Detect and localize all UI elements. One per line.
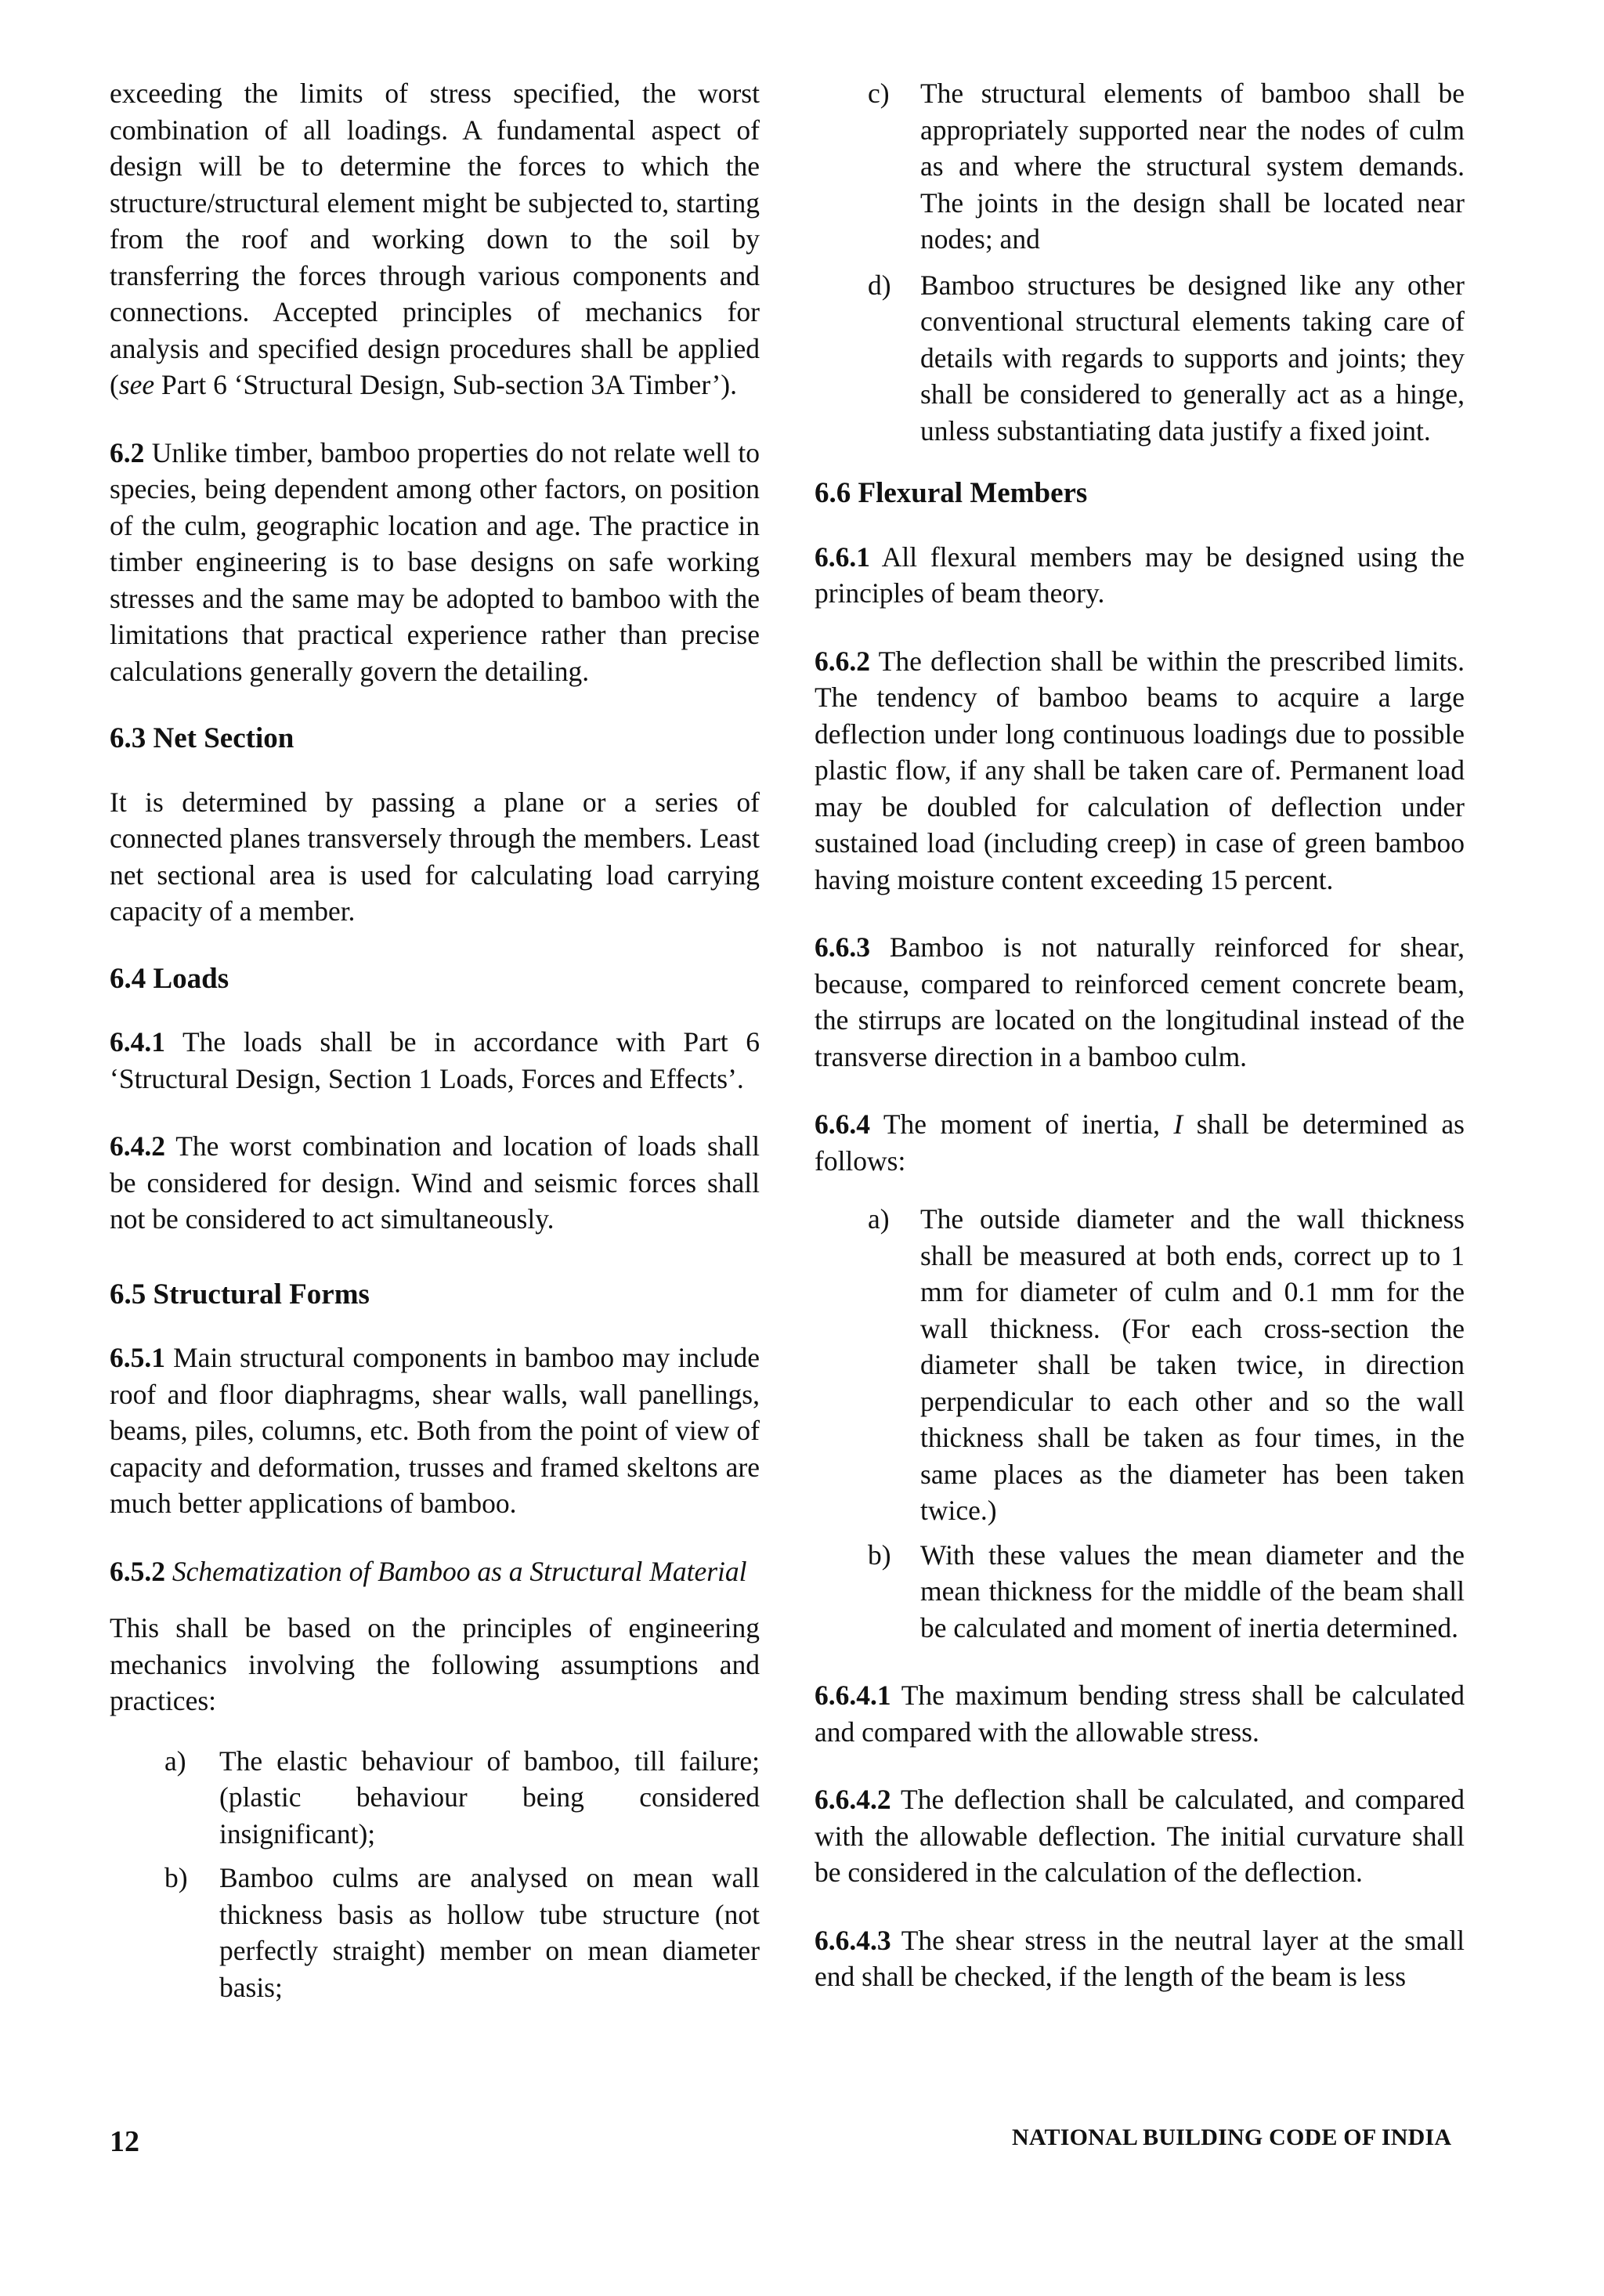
assumptions-list-continued	[815, 75, 1465, 449]
section-6-6-1	[815, 539, 1465, 612]
section-text: The moment of inertia,	[870, 1108, 1174, 1140]
list-text: The structural elements of bamboo shall be appropriately supported near the nodes of culm as and where the structural system demands. The joints in the design shall be located near nodes; and	[920, 78, 1465, 255]
section-text: Bamboo is not naturally reinforced for shear, because, compared to reinforced cement concrete beam, the stirrups are located on the longitudinal instead of the transverse direction in a bamboo culm.	[815, 931, 1465, 1072]
section-6-6-2	[815, 643, 1465, 899]
list-text: Bamboo culms are analysed on mean wall thickness basis as hollow tube structure (not perfectly straight) member on mean diameter basis;	[219, 1862, 760, 2003]
heading-6-5: 6.5 Structural Forms	[110, 1278, 370, 1311]
section-number: 6.6.2	[815, 645, 870, 677]
list-item	[815, 267, 1465, 450]
symbol-i: I	[1173, 1108, 1183, 1140]
section-number: 6.6.4.3	[815, 1924, 891, 1956]
section-number: 6.4.2	[110, 1130, 165, 1162]
intro-paragraph	[110, 75, 760, 403]
heading-6-3: 6.3 Net Section	[110, 722, 294, 754]
section-number: 6.6.4.2	[815, 1784, 891, 1815]
list-marker: b)	[868, 1539, 891, 1571]
section-text: The worst combination and location of loads shall be considered for design. Wind and seismic forces shall not be considered to act simultaneously.	[110, 1130, 760, 1235]
list-text: The outside diameter and the wall thickness shall be measured at both ends, correct up to 1 mm for diameter of culm and 0.1 mm for the wall thickness. (For each cross-section the diameter shall be taken twice, in direction perpendicular to each other and so the wall thickness shall be taken as four times, in the same places as the diameter has been taken twice.)	[920, 1203, 1465, 1526]
list-text: Bamboo structures be designed like any other conventional structural elements taking care of details with regards to supports and joints; they shall be considered to generally act as a hinge, unless substantiating data justify a fixed joint.	[920, 269, 1465, 447]
list-item	[110, 1743, 760, 1853]
section-number: 6.6.3	[815, 931, 870, 963]
section-text: The loads shall be in accordance with Part 6 ‘Structural Design, Section 1 Loads, Forces and Effects’.	[110, 1026, 760, 1094]
section-6-6-3	[815, 929, 1465, 1075]
section-text: Main structural components in bamboo may include roof and floor diaphragms, shear walls, wall panellings, beams, piles, columns, etc. Both from the point of view of capacity and deformation, trusses and framed skeltons are much better applications of bamboo.	[110, 1342, 760, 1519]
section-text: The shear stress in the neutral layer at the small end shall be checked, if the length of the beam is less	[815, 1924, 1465, 1992]
section-6-5-2-title	[110, 1553, 760, 1590]
section-6-5-2-text: This shall be based on the principles of engineering mechanics involving the following assumptions and practices:	[110, 1612, 760, 1716]
section-number: 6.5.2	[110, 1555, 165, 1587]
list-text: With these values the mean diameter and the mean thickness for the middle of the beam shall be calculated and moment of inertia determined.	[920, 1539, 1465, 1643]
section-6-6-4	[815, 1106, 1465, 1179]
section-6-4-1	[110, 1024, 760, 1097]
list-item	[815, 1201, 1465, 1529]
section-number: 6.5.1	[110, 1342, 165, 1373]
section-6-3: It is determined by passing a plane or a series of connected planes transversely through the members. Least net sectional area is used for calculating load carrying capacity of a member.	[110, 786, 760, 927]
section-number: 6.4.1	[110, 1026, 165, 1058]
intro-text-end: Part 6 ‘Structural Design, Sub-section 3A Timber’).	[154, 369, 737, 400]
section-text: The deflection shall be calculated, and compared with the allowable deflection. The initial curvature shall be considered in the calculation of the deflection.	[815, 1784, 1465, 1888]
section-6-4-2	[110, 1128, 760, 1238]
list-item	[110, 1860, 760, 2005]
section-number: 6.6.4.1	[815, 1680, 891, 1711]
list-marker: b)	[164, 1862, 188, 1893]
section-number: 6.6.4	[815, 1108, 870, 1140]
heading-6-4: 6.4 Loads	[110, 962, 229, 995]
section-6-6-4-2	[815, 1781, 1465, 1891]
left-column	[110, 75, 760, 2037]
section-text: The deflection shall be within the prescribed limits. The tendency of bamboo beams to acquire a large deflection under long continuous loadings due to possible plastic flow, if any shall be taken care of. Permanent load may be doubled for calculation of deflection under sustained load (including creep) in case of green bamboo having moisture content exceeding 15 percent.	[815, 645, 1465, 895]
section-6-6-4-1	[815, 1677, 1465, 1750]
list-text: The elastic behaviour of bamboo, till failure; (plastic behaviour being considered insignificant);	[219, 1745, 760, 1849]
section-text: Unlike timber, bamboo properties do not relate well to species, being dependent among other factors, on position of the culm, geographic location and age. The practice in timber engineering is to base designs on safe working stresses and the same may be adopted to bamboo with the limitations that practical experience rather than precise calculations generally govern the detailing.	[110, 436, 760, 687]
list-marker: a)	[164, 1745, 186, 1777]
section-6-2	[110, 435, 760, 690]
section-text: shall be determined as follows:	[815, 1108, 1465, 1177]
intro-see: see	[118, 369, 155, 400]
right-column	[815, 75, 1465, 2027]
inertia-steps-list	[815, 1201, 1465, 1646]
section-6-5-1	[110, 1340, 760, 1522]
intro-text: exceeding the limits of stress specified, the worst combination of all loadings. A fundamental aspect of design will be to determine the forces to which the structure/structural element might be subjected to, starting from the roof and working down to the soil by transferring the forces through various components and connections. Accepted principles of mechanics for analysis and specified design procedures shall be applied (	[110, 78, 760, 400]
list-marker: c)	[868, 78, 890, 109]
list-marker: a)	[868, 1203, 890, 1235]
heading-6-6: 6.6 Flexural Members	[815, 477, 1088, 509]
section-text: All flexural members may be designed using the principles of beam theory.	[815, 541, 1465, 609]
list-item	[815, 1537, 1465, 1647]
section-6-6-4-3	[815, 1922, 1465, 1995]
page-number: 12	[110, 2125, 139, 2158]
list-item	[815, 75, 1465, 258]
section-title: Schematization of Bamboo as a Structural Material	[165, 1555, 747, 1587]
list-marker: d)	[868, 269, 891, 301]
section-number: 6.6.1	[815, 541, 870, 573]
footer-title: NATIONAL BUILDING CODE OF INDIA	[1012, 2124, 1452, 2150]
assumptions-list	[110, 1743, 760, 2006]
section-text: The maximum bending stress shall be calculated and compared with the allowable stress.	[815, 1680, 1465, 1748]
section-number: 6.2	[110, 436, 145, 468]
